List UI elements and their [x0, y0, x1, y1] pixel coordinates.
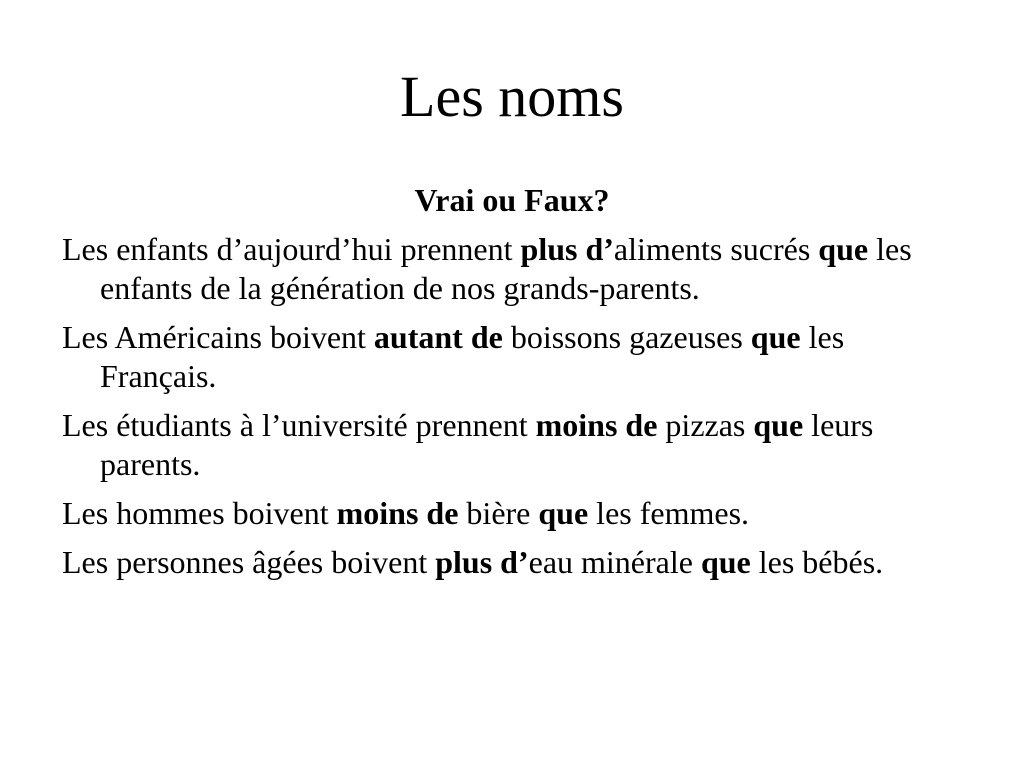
emphasis-text: moins de [336, 495, 459, 531]
statement-text: Les personnes âgées boivent [62, 544, 436, 580]
statement-text: Les hommes boivent [62, 495, 337, 531]
emphasis-text: plus d’ [520, 231, 614, 267]
statement-text: Les enfants d’aujourd’hui prennent [62, 231, 521, 267]
statement-text: Les Américains boivent [62, 319, 374, 355]
statement-text: les femmes. [588, 495, 750, 531]
statement-item [62, 230, 962, 308]
emphasis-text: plus d’ [435, 544, 529, 580]
emphasis-text: que [818, 231, 869, 267]
statement-text: eau minérale [528, 544, 701, 580]
statement-text: bière [458, 495, 539, 531]
statement-text: leurs parents. [100, 407, 874, 482]
statement-text: Les étudiants à l’université prennent [62, 407, 536, 443]
statement-text: boissons gazeuses [502, 319, 751, 355]
emphasis-text: que [750, 319, 801, 355]
emphasis-text: moins de [535, 407, 658, 443]
emphasis-text: que [753, 407, 804, 443]
emphasis-text: que [700, 544, 751, 580]
emphasis-text: que [538, 495, 589, 531]
statement-text: pizzas [657, 407, 754, 443]
statement-item [62, 543, 962, 582]
emphasis-text: autant de [373, 319, 503, 355]
statement-item [62, 494, 962, 533]
statement-text: les bébés. [750, 544, 884, 580]
statement-text: les Français. [100, 319, 845, 394]
statement-text: les enfants de la génération de nos grands-parents. [100, 231, 912, 306]
statement-text: aliments sucrés [613, 231, 819, 267]
statement-item [62, 318, 962, 396]
statement-item [62, 406, 962, 484]
slide-subtitle: Vrai ou Faux? [414, 182, 610, 218]
statement-list [62, 230, 962, 592]
slide-title: Les noms [400, 64, 624, 129]
